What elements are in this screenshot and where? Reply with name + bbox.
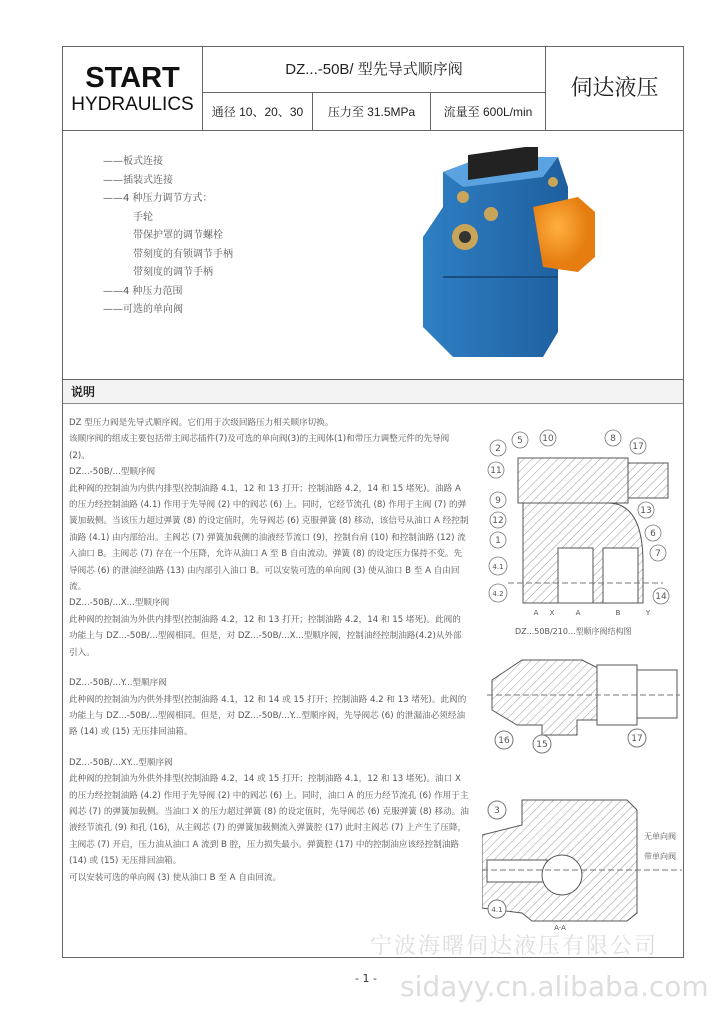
header — [63, 47, 683, 131]
svg-text:5: 5 — [517, 436, 523, 446]
feature-subitem: 带刻度的有锁调节手柄 — [133, 248, 233, 260]
feature-subitem: 带保护罩的调节螺栓 — [133, 230, 223, 241]
feature-subitem: 手轮 — [133, 211, 153, 223]
svg-text:7: 7 — [655, 549, 661, 559]
label-14 — [653, 588, 669, 604]
feature-item: ——4 种压力范围 — [103, 285, 183, 297]
paragraph: DZ 型压力阀是先导式顺序阀。它们用于次级回路压力相关顺序切换。 — [69, 418, 334, 428]
section-diagram-aa — [482, 795, 682, 935]
paragraph: 此种阀的控制油为内供外排型(控制油路 4.1，12 和 14 或 15 打开；控制油路 4.2 和 13 堵死)。此阀的功能上与 DZ...-50B/...型阀相同。但是，对 DZ...-50B/...Y...型顺序阀，先导阀芯 (6) 的泄漏油必须经油路 (14) 或 (15) 无压排回油箱。 — [69, 694, 467, 738]
label-3 — [488, 801, 506, 819]
feature-item: ——4 种压力调节方式： — [103, 193, 213, 204]
paragraph: 该顺序阀的组成主要包括带主阀芯插件(7)及可选的单向阀(3)的主阀体(1)和带压力调整元件的先导阀(2)。 — [69, 434, 450, 461]
label-10 — [540, 430, 556, 446]
watermark-site: sidayy.cn.alibaba.com — [400, 970, 709, 1003]
label-4-1 — [488, 900, 506, 918]
svg-text:15: 15 — [536, 740, 548, 750]
page-title: DZ...-50B/ 型先导式顺序阀 — [203, 47, 546, 93]
section-title: 说明 — [63, 379, 683, 404]
svg-text:4.1: 4.1 — [492, 563, 504, 571]
label-4-1 — [489, 557, 507, 575]
port-label: Y — [645, 609, 651, 617]
product-photo — [383, 147, 613, 367]
section-caption: A-A — [554, 924, 566, 932]
label-16 — [495, 731, 513, 749]
label-13 — [638, 502, 654, 518]
feature-item: ——可选的单向阀 — [103, 304, 183, 315]
feature-subitem: 带刻度的调节手柄 — [133, 267, 213, 278]
note-with-check-valve: 带单向阀 — [644, 852, 676, 861]
label-15 — [533, 735, 551, 753]
spec-flow: 流量至 600L/min — [431, 93, 546, 131]
note-no-check-valve: 无单向阀 — [644, 832, 676, 841]
page-number: - 1 - — [355, 972, 377, 985]
svg-text:1: 1 — [495, 536, 501, 546]
svg-text:12: 12 — [492, 516, 504, 526]
brand-name: 伺达液压 — [570, 76, 659, 101]
svg-text:3: 3 — [494, 806, 500, 816]
section-diagram-pilot — [482, 650, 682, 756]
svg-text:4.2: 4.2 — [492, 590, 504, 598]
feature-item: ——插装式连接 — [103, 174, 173, 186]
description-body — [69, 415, 469, 886]
paragraph: 此种阀的控制油为外供内排型(控制油路 4.2，12 和 13 打开；控制油路 4.2，14 和 15 堵死)。此阀的功能上与 DZ...-50B/...型阀相同。但是，对 DZ...-50B/...X...型顺序阀，控制油经控制油路(4.2)从外部引入。 — [69, 614, 462, 658]
svg-text:4.1: 4.1 — [491, 906, 503, 914]
paragraph: 此种阀的控制油为外供外排型(控制油路 4.2，14 或 15 打开；控制油路 4.1，12 和 13 堵死)。油口 X 的压力经控制油路 (4.2) 作用于先导阀 (2) 中的阀芯 (6) 上。同时，油口 A 的压力经节流孔 (6) 作用于主阀芯 (7) 的弹簧加载侧。当油口 X 的压力超过弹簧 (8) 的设定值时，先导阀芯 (6) 克服弹簧 (8) 移动。油液经节流孔 (9) 和孔 (16)，从主阀芯 (7) 的弹簧加载侧流入弹簧腔 (17) 此时主阀芯 (7) 上产生了压降，主阀芯 (7) 开启，压力油从油口 A 流到 B 腔，压力损失最小。弹簧腔 (17) 中的控制油应该经控制油路 (14) 或 (15) 无压排回油箱。 — [69, 774, 469, 867]
label-12 — [490, 512, 506, 528]
label-8 — [605, 430, 621, 446]
label-4-2 — [489, 584, 507, 602]
svg-text:17: 17 — [632, 442, 644, 452]
feature-item: ——板式连接 — [103, 156, 163, 167]
svg-text:2: 2 — [495, 444, 501, 454]
svg-text:11: 11 — [490, 466, 502, 476]
spec-size: 通径 10、20、30 — [203, 93, 313, 131]
logo-start: START — [85, 62, 180, 94]
label-1 — [490, 532, 506, 548]
subheading: DZ...-50B/...XY...型顺序阀 — [69, 757, 173, 768]
spec-pressure: 压力至 31.5MPa — [313, 93, 431, 131]
watermark-company: 宁波海曙伺达液压有限公司 — [370, 934, 659, 959]
feature-list — [103, 153, 233, 320]
label-5 — [512, 432, 528, 448]
port-label: A — [533, 609, 539, 617]
label-11 — [488, 462, 504, 478]
svg-text:8: 8 — [610, 434, 616, 444]
logo — [63, 47, 203, 131]
port-label: A — [575, 609, 581, 617]
svg-text:6: 6 — [650, 529, 656, 539]
section-diagram-main — [478, 428, 678, 618]
label-9 — [490, 492, 506, 508]
label-17 — [630, 438, 646, 454]
port-label: X — [549, 609, 555, 617]
svg-text:10: 10 — [542, 434, 554, 444]
label-2 — [490, 440, 506, 456]
svg-text:14: 14 — [655, 592, 667, 602]
svg-text:17: 17 — [631, 734, 643, 744]
label-17 — [628, 729, 646, 747]
subheading: DZ...-50B/...X...型顺序阀 — [69, 598, 170, 609]
svg-text:13: 13 — [640, 506, 652, 516]
label-6 — [645, 525, 661, 541]
diagram-caption: DZ...50B/210...型顺序阀结构图 — [515, 627, 632, 636]
label-7 — [650, 545, 666, 561]
logo-hydraulics: HYDRAULICS — [71, 94, 194, 115]
svg-text:16: 16 — [498, 736, 510, 746]
subheading: DZ...-50B/...Y...型顺序阀 — [69, 678, 167, 689]
paragraph: 可以安装可选的单向阀 (3) 使从油口 B 至 A 自由回流。 — [69, 872, 282, 883]
subheading: DZ...-50B/...型顺序阀 — [69, 467, 156, 478]
port-label: B — [615, 609, 621, 617]
paragraph: 此种阀的控制油为内供内排型(控制油路 4.1，12 和 13 打开；控制油路 4.2，14 和 15 堵死)。油路 A 的压力经控制油路 (4.1) 作用于先导阀 (2) 中的阀芯 (6) 上。同时，它经节流孔 (8) 作用于主阀 (7) 的弹簧加载侧。当该压力超过弹簧 (8) 的设定值时，先导阀芯 (6) 克服弹簧 (8) 移动，该信号从油口 A 经控制油路 (4.1) 由内部给出。主阀芯 (7) 弹簧加载侧的油液经节流口 (9)，控制台肩 (10) 和控制油路 (12) 流入油口 B。主阀芯 (7) 存在一个压降，允许从油口 A 至 B 自由流动。弹簧 (8) 的设定压力保持不变。先导阀芯 (6) 的泄油经油路 (13) 由内部引入油口 B。可以安装可选的单向阀 (3) 使从油口 B 至 A 自由回流。 — [69, 483, 469, 593]
svg-text:9: 9 — [495, 496, 501, 506]
